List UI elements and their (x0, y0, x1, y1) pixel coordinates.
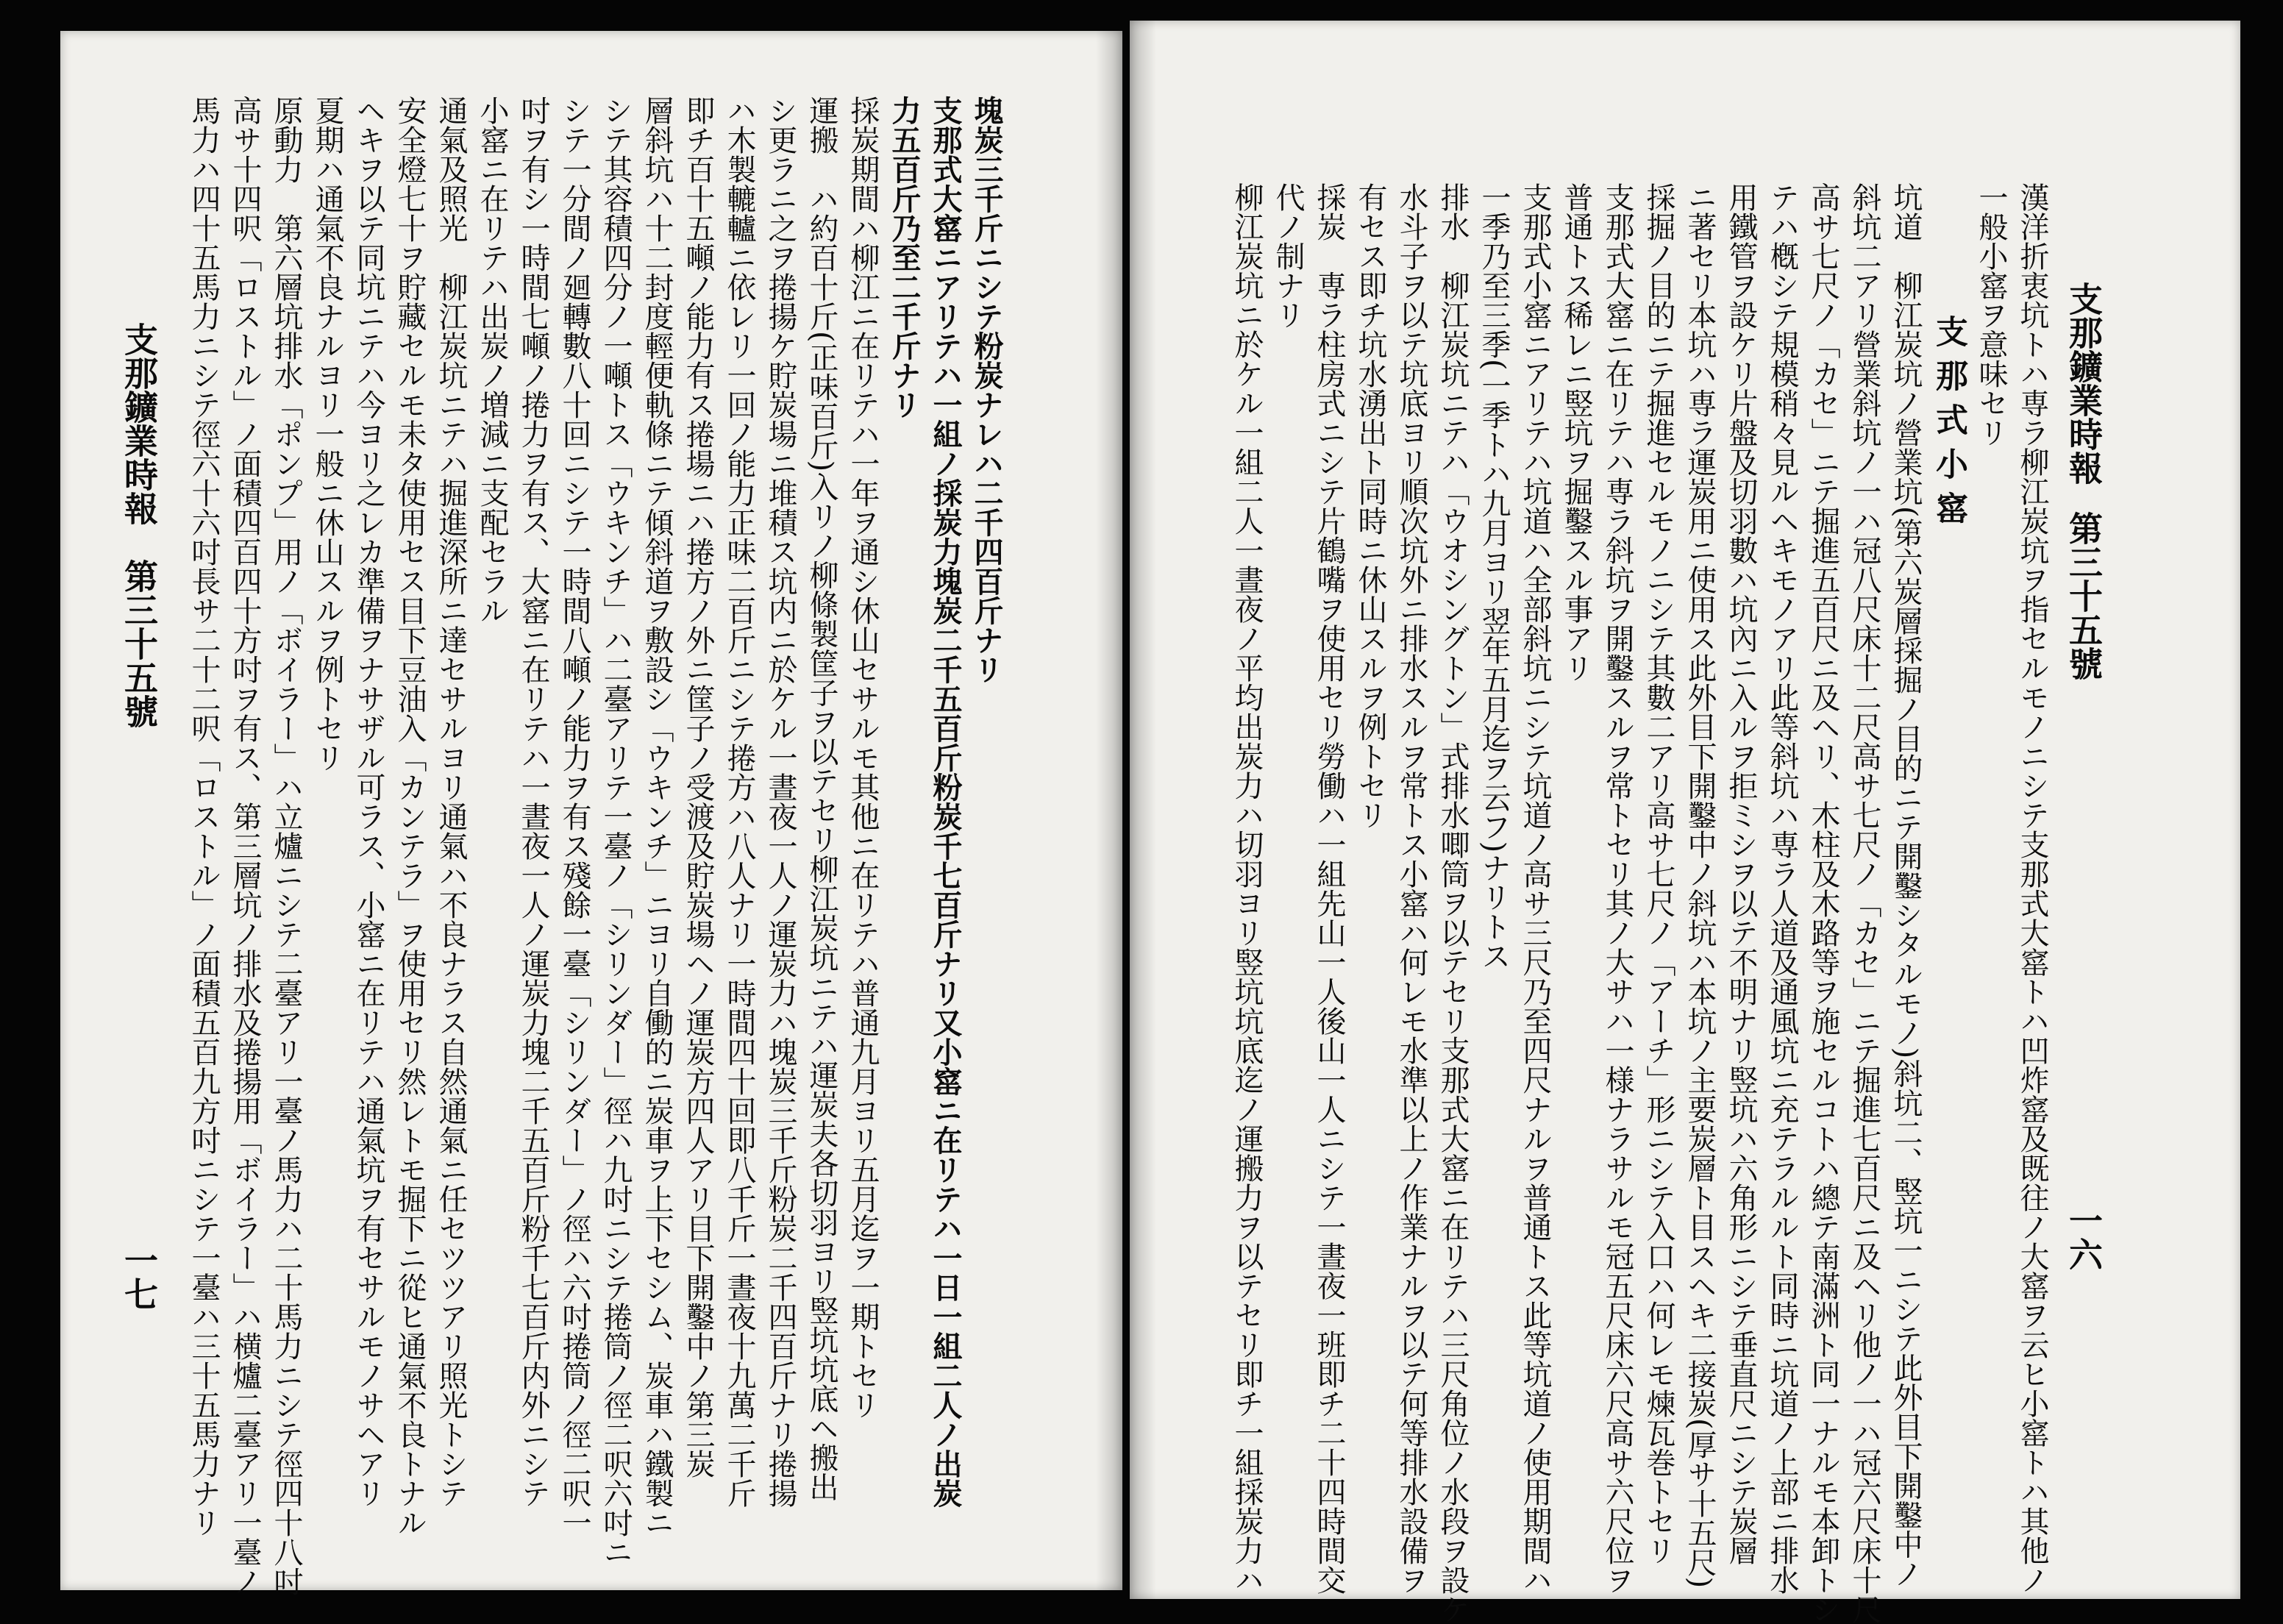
text-column: 高サ十四呎「ロストル」ノ面積四百四十方吋ヲ有ス、第三層坑ノ排水及捲揚用「ボイラー」ハ横爐二臺アリ一臺ノ (228, 96, 262, 1596)
text-column: 採掘ノ目的ニテ掘進セルモノニシテ其數二アリ高サ七尺ノ「アーチ」形ニシテ入口ハ何レモ煉瓦巻トセリ (1642, 182, 1675, 1565)
text-column: シテ一分間ノ廻轉數八十回ニシテ一時間八噸ノ能力ヲ有ス殘餘一臺「シリンダー」ノ徑ハ六吋捲筒ノ徑二呎一 (558, 96, 591, 1537)
text-column: 原動力 第六層坑排水「ポンプ」用ノ「ボイラー」ハ立爐ニシテ二臺アリ一臺ノ馬力ハ二十馬力ニシテ徑四十八吋 (269, 96, 303, 1596)
gutter-shadow (1096, 31, 1122, 1590)
text-column: 夏期ハ通氣不良ナルヨリ一般ニ休山スルヲ例トセリ (310, 96, 344, 772)
text-column: 運搬 ハ約百十斤(正味百斤)入リノ柳條製筐子ヲ以テセリ柳江炭坑ニテハ運炭夫各切羽ヨリ竪坑坑底ヘ搬出 (805, 96, 838, 1502)
issue-number: 第三十五號 (2064, 511, 2104, 680)
text-column: 支那式大窰ニアリテハ一組ノ採炭力塊炭二千五百斤粉炭千七百斤ナリ又小窰ニ在リテハ一日一組二人ノ出炭 (928, 96, 963, 1508)
running-head: 支那鑛業時報 (119, 322, 159, 525)
text-column: 坑道 柳江炭坑ノ營業坑(第六炭層採掘ノ目的ニテ開鑿シタルモノ)斜坑二、竪坑一ニシテ此外目下開鑿中ノ (1889, 182, 1923, 1589)
text-column: 斜坑二アリ營業斜坑ノ一ハ冠八尺床十二尺高サ七尺ノ「カセ」ニテ掘進七百尺ニ及ヘリ他ノ一ハ冠六尺床十尺 (1848, 182, 1881, 1624)
running-head: 支那鑛業時報 (2064, 282, 2104, 485)
text-column: 即チ百十五噸ノ能力有ス捲場ニハ捲方ノ外ニ筐子ノ受渡及貯炭場ヘノ運炭方四人アリ目下開鑿中ノ第三炭 (681, 96, 715, 1478)
text-column: 力五百斤乃至二千斤ナリ (887, 96, 922, 419)
issue-number: 第三十五號 (119, 559, 159, 728)
text-column: ヘキヲ以テ同坑ニテハ今ヨリ之レカ準備ヲナサザル可ラス、小窰ニ在リテハ通氣坑ヲ有セサルモノサヘアリ (352, 96, 385, 1508)
text-column: シテ其容積四分ノ一噸トス「ウキンチ」ハ二臺アリテ一臺ノ「シリンダー」徑ハ九吋ニシテ捲筒ノ徑二呎六吋ニ (599, 96, 633, 1567)
text-column: 通氣及照光 柳江炭坑ニテハ掘進深所ニ達セサルヨリ通氣ハ不良ナラス自然通氣ニ任セツツアリ照光トシテ (434, 96, 468, 1508)
text-column: 吋ヲ有シ一時間七噸ノ捲力ヲ有ス、大窰ニ在リテハ一晝夜一人ノ運炭力塊二千五百斤粉千七百斤内外ニシテ (516, 96, 550, 1508)
text-column: 柳江炭坑ニ於ケル一組二人一晝夜ノ平均出炭力ハ切羽ヨリ竪坑坑底迄ノ運搬力ヲ以テセリ即チ一組採炭力ハ (1230, 182, 1264, 1595)
text-column: ニ著セリ本坑ハ専ラ運炭用ニ使用ス此外目下開鑿中ノ斜坑ハ本坑ノ主要炭層ト目スヘキ二接炭(厚サ十五尺) (1683, 182, 1717, 1589)
text-column: 馬力ハ四十五馬力ニシテ徑六十六吋長サ二十二呎「ロストル」ノ面積五百九方吋ニシテ一臺ハ三十五馬力ナリ (187, 96, 221, 1537)
text-column: 代ノ制ナリ (1271, 182, 1305, 330)
text-column: 塊炭三千斤ニシテ粉炭ナレハ二千四百斤ナリ (969, 96, 1004, 684)
text-column: 用鐵管ヲ設ケリ片盤及切羽數ハ坑內ニ入ルヲ拒ミシヲ以テ不明ナリ竪坑ハ六角形ニシテ垂直尺ニシテ炭層 (1724, 182, 1758, 1565)
text-column: 安全燈七十ヲ貯藏セルモ未タ使用セス目下豆油入「カンテラ」ヲ使用セリ然レトモ掘下ニ從ヒ通氣不良トナル (393, 96, 427, 1537)
gutter-shadow (1130, 21, 1156, 1599)
text-column: 排水 柳江炭坑ニテハ「ウオシングトン」式排水唧筒ヲ以テセリ支那式大窰ニ在リテハ三尺角位ノ水段ヲ設ケ (1436, 182, 1470, 1624)
text-column: 層斜坑ハ十二封度輕便軌條ニテ傾斜道ヲ敷設シ「ウキンチ」ニヨリ自働的ニ炭車ヲ上下セシム、炭車ハ鐵製ニ (640, 96, 674, 1537)
text-column: 支那式小窰ニアリテハ坑道ハ全部斜坑ニシテ坑道ノ高サ三尺乃至四尺ナルヲ普通トス此等坑道ノ使用期間ハ (1518, 182, 1552, 1595)
text-column: 一季乃至三季(一季トハ九月ヨリ翌年五月迄ヲ云フ)ナリトス (1477, 182, 1511, 971)
text-column: 漢洋折衷坑トハ専ラ柳江炭坑ヲ指セルモノニシテ支那式大窰トハ凹炸窰及既往ノ大窰ヲ云ヒ小窰トハ其他ノ (2015, 182, 2049, 1595)
page-number: 一六 (2064, 1203, 2104, 1271)
text-column: ハ木製轆轤ニ依レリ一回ノ能力正味二百斤ニシテ捲方ハ八人ナリ一時間四十回即八千斤一晝夜十九萬二千斤 (722, 96, 756, 1508)
text-column: 小窰ニ在リテハ出炭ノ増減ニ支配セラル (475, 96, 509, 625)
text-column: シ更ラニ之ヲ捲揚ケ貯炭場ニ堆積ス坑内ニ於ケル一晝夜一人ノ運炭力ハ塊炭三千斤粉炭二千四百斤ナリ捲揚 (763, 96, 797, 1508)
left-page (60, 31, 1122, 1596)
page-number: 一七 (119, 1243, 159, 1311)
text-column: 普通トス稀レニ竪坑ヲ掘鑿スル事アリ (1559, 182, 1593, 683)
text-column: テハ槪シテ規模稍々見ルヘキモノアリ此等斜坑ハ専ラ人道及通風坑ニ充テラルルト同時ニ坑道ノ上部ニ排水 (1765, 182, 1799, 1595)
text-column: 採炭期間ハ柳江ニ在リテハ一年ヲ通シ休山セサルモ其他ニ在リテハ普通九月ヨリ五月迄ヲ一期トセリ (846, 96, 880, 1420)
section-title: 支那式小窰 (1930, 315, 1967, 535)
text-column: 採炭 専ラ柱房式ニシテ片鶴嘴ヲ使用セリ勞働ハ一組先山一人後山一人ニシテ一晝夜一班即チ二十四時間交 (1312, 182, 1346, 1595)
text-column: 有セス即チ坑水湧出ト同時ニ休山スルヲ例トセリ (1353, 182, 1387, 830)
text-column: 一般小窰ヲ意味セリ (1974, 182, 2008, 447)
text-column: 高サ七尺ノ「カセ」ニテ掘進五百尺ニ及ヘリ、木柱及木路等ヲ施セルコトハ總テ南滿洲ト同一ナルモ本卸トシ (1806, 182, 1840, 1624)
text-column: 支那式大窰ニ在リテハ専ラ斜坑ヲ開鑿スルヲ常トセリ其ノ大サハ一様ナラサルモ冠五尺床六尺高サ六尺位ヲ (1600, 182, 1634, 1595)
right-page (1130, 21, 2240, 1624)
text-column: 水斗子ヲ以テ坑底ヨリ順次坑外ニ排水スルヲ常トス小窰ハ何レモ水準以上ノ作業ナルヲ以テ何等排水設備ヲ (1395, 182, 1428, 1595)
